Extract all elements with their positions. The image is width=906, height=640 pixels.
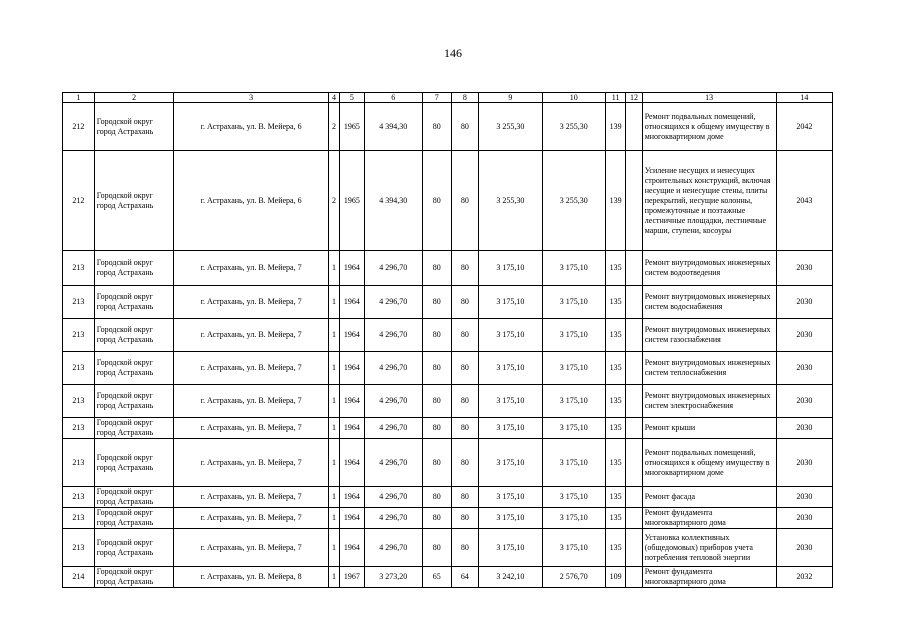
c8-value-cell: 80 [451,352,479,385]
planned-year-cell: 2030 [776,487,832,508]
c7-value-cell: 80 [422,251,451,286]
table-row [63,251,833,286]
table-row [63,103,833,151]
residents-count-cell: 135 [605,439,625,487]
c12-value-cell [626,487,642,508]
residents-count-cell: 135 [605,529,625,567]
column-header: 13 [642,93,776,103]
column-header: 1 [63,93,95,103]
column-header: 5 [340,93,365,103]
year-built-cell: 1964 [340,385,365,418]
c7-value-cell: 80 [422,286,451,319]
row-number-cell: 213 [63,286,95,319]
total-area-cell: 4 296,70 [364,286,422,319]
c12-value-cell [626,418,642,439]
address-cell: г. Астрахань, ул. В. Мейера, 7 [174,487,328,508]
row-number-cell: 213 [63,508,95,529]
page-number: 146 [444,46,462,60]
planned-year-cell: 2030 [776,319,832,352]
planned-year-cell: 2030 [776,529,832,567]
c8-value-cell: 80 [451,103,479,151]
total-area-cell: 4 296,70 [364,352,422,385]
address-cell: г. Астрахань, ул. В. Мейера, 7 [174,529,328,567]
municipality-cell: Городской округ город Астрахань [94,508,174,529]
c9-value-cell: 3 175,10 [479,418,542,439]
c12-value-cell [626,385,642,418]
c8-value-cell: 64 [451,567,479,588]
column-header: 4 [328,93,339,103]
c8-value-cell: 80 [451,439,479,487]
address-cell: г. Астрахань, ул. В. Мейера, 6 [174,103,328,151]
municipality-cell: Городской округ город Астрахань [94,352,174,385]
table-row [63,319,833,352]
residents-count-cell: 135 [605,508,625,529]
c7-value-cell: 80 [422,319,451,352]
address-cell: г. Астрахань, ул. В. Мейера, 7 [174,251,328,286]
table-row [63,385,833,418]
c8-value-cell: 80 [451,151,479,251]
column-header: 3 [174,93,328,103]
address-cell: г. Астрахань, ул. В. Мейера, 7 [174,418,328,439]
row-number-cell: 213 [63,529,95,567]
c10-value-cell: 3 255,30 [542,151,605,251]
planned-year-cell: 2030 [776,418,832,439]
total-area-cell: 4 296,70 [364,529,422,567]
c9-value-cell: 3 242,10 [479,567,542,588]
c7-value-cell: 80 [422,151,451,251]
year-built-cell: 1967 [340,567,365,588]
repair-schedule-table [62,92,833,588]
municipality-cell: Городской округ город Астрахань [94,103,174,151]
column-header: 12 [626,93,642,103]
planned-year-cell: 2030 [776,251,832,286]
entrance-count-cell: 1 [328,529,339,567]
c10-value-cell: 3 175,10 [542,286,605,319]
municipality-cell: Городской округ город Астрахань [94,286,174,319]
c8-value-cell: 80 [451,529,479,567]
repair-work-cell: Ремонт крыши [642,418,776,439]
c12-value-cell [626,251,642,286]
year-built-cell: 1965 [340,103,365,151]
repair-work-cell: Ремонт фасада [642,487,776,508]
c9-value-cell: 3 175,10 [479,508,542,529]
c7-value-cell: 80 [422,418,451,439]
c12-value-cell [626,103,642,151]
total-area-cell: 4 296,70 [364,251,422,286]
c8-value-cell: 80 [451,418,479,439]
address-cell: г. Астрахань, ул. В. Мейера, 6 [174,151,328,251]
address-cell: г. Астрахань, ул. В. Мейера, 7 [174,508,328,529]
year-built-cell: 1964 [340,319,365,352]
residents-count-cell: 135 [605,319,625,352]
residents-count-cell: 109 [605,567,625,588]
residents-count-cell: 135 [605,385,625,418]
entrance-count-cell: 2 [328,103,339,151]
table-row [63,352,833,385]
repair-work-cell: Ремонт подвальных помещений, относящихся к общему имуществу в многоквартирном доме [642,103,776,151]
address-cell: г. Астрахань, ул. В. Мейера, 7 [174,352,328,385]
c12-value-cell [626,286,642,319]
address-cell: г. Астрахань, ул. В. Мейера, 7 [174,439,328,487]
row-number-cell: 213 [63,385,95,418]
municipality-cell: Городской округ город Астрахань [94,567,174,588]
column-header: 9 [479,93,542,103]
residents-count-cell: 139 [605,103,625,151]
table-row [63,508,833,529]
table-row [63,286,833,319]
municipality-cell: Городской округ город Астрахань [94,529,174,567]
municipality-cell: Городской округ город Астрахань [94,251,174,286]
planned-year-cell: 2032 [776,567,832,588]
c12-value-cell [626,439,642,487]
c9-value-cell: 3 175,10 [479,487,542,508]
table-row [63,439,833,487]
c7-value-cell: 80 [422,529,451,567]
c10-value-cell: 3 175,10 [542,352,605,385]
row-number-cell: 212 [63,151,95,251]
c8-value-cell: 80 [451,319,479,352]
c12-value-cell [626,567,642,588]
c12-value-cell [626,529,642,567]
c10-value-cell: 3 175,10 [542,319,605,352]
repair-work-cell: Ремонт внутридомовых инженерных систем водоснабжения [642,286,776,319]
address-cell: г. Астрахань, ул. В. Мейера, 8 [174,567,328,588]
year-built-cell: 1964 [340,529,365,567]
repair-work-cell: Усиление несущих и ненесущих строительных конструкций, включая несущие и ненесущие стены, плиты перекрытий, несущие колонны, промежуточные и поэтажные лестничные площадки, лестничные марши, ступени, косоуры [642,151,776,251]
repair-work-cell: Ремонт фундамента многоквартирного дома [642,508,776,529]
year-built-cell: 1964 [340,352,365,385]
total-area-cell: 4 296,70 [364,439,422,487]
c7-value-cell: 80 [422,487,451,508]
c8-value-cell: 80 [451,508,479,529]
entrance-count-cell: 1 [328,487,339,508]
municipality-cell: Городской округ город Астрахань [94,151,174,251]
residents-count-cell: 135 [605,286,625,319]
column-header: 10 [542,93,605,103]
address-cell: г. Астрахань, ул. В. Мейера, 7 [174,385,328,418]
entrance-count-cell: 1 [328,385,339,418]
entrance-count-cell: 1 [328,286,339,319]
entrance-count-cell: 1 [328,352,339,385]
row-number-cell: 213 [63,319,95,352]
row-number-cell: 213 [63,251,95,286]
c12-value-cell [626,508,642,529]
column-header: 8 [451,93,479,103]
c10-value-cell: 3 175,10 [542,251,605,286]
total-area-cell: 4 296,70 [364,385,422,418]
table-row [63,418,833,439]
row-number-cell: 213 [63,418,95,439]
column-header: 11 [605,93,625,103]
row-number-cell: 213 [63,352,95,385]
repair-work-cell: Ремонт внутридомовых инженерных систем газоснабжения [642,319,776,352]
entrance-count-cell: 1 [328,567,339,588]
planned-year-cell: 2043 [776,151,832,251]
planned-year-cell: 2030 [776,439,832,487]
column-number-row [63,93,833,103]
row-number-cell: 214 [63,567,95,588]
planned-year-cell: 2030 [776,352,832,385]
c12-value-cell [626,352,642,385]
municipality-cell: Городской округ город Астрахань [94,385,174,418]
repair-work-cell: Ремонт внутридомовых инженерных систем водоотведения [642,251,776,286]
repair-work-cell: Ремонт внутридомовых инженерных систем электроснабжения [642,385,776,418]
entrance-count-cell: 1 [328,508,339,529]
c7-value-cell: 80 [422,508,451,529]
planned-year-cell: 2030 [776,286,832,319]
entrance-count-cell: 1 [328,319,339,352]
entrance-count-cell: 1 [328,251,339,286]
c8-value-cell: 80 [451,487,479,508]
c9-value-cell: 3 175,10 [479,529,542,567]
c9-value-cell: 3 175,10 [479,286,542,319]
planned-year-cell: 2030 [776,508,832,529]
table-row [63,567,833,588]
column-header: 2 [94,93,174,103]
row-number-cell: 212 [63,103,95,151]
c7-value-cell: 80 [422,439,451,487]
address-cell: г. Астрахань, ул. В. Мейера, 7 [174,286,328,319]
c9-value-cell: 3 175,10 [479,385,542,418]
repair-work-cell: Ремонт фундамента многоквартирного дома [642,567,776,588]
table-row [63,151,833,251]
c10-value-cell: 3 175,10 [542,508,605,529]
entrance-count-cell: 1 [328,439,339,487]
address-cell: г. Астрахань, ул. В. Мейера, 7 [174,319,328,352]
table-row [63,529,833,567]
year-built-cell: 1964 [340,418,365,439]
total-area-cell: 4 394,30 [364,151,422,251]
row-number-cell: 213 [63,439,95,487]
year-built-cell: 1964 [340,487,365,508]
year-built-cell: 1965 [340,151,365,251]
c10-value-cell: 3 175,10 [542,418,605,439]
total-area-cell: 4 296,70 [364,508,422,529]
municipality-cell: Городской округ город Астрахань [94,319,174,352]
c10-value-cell: 3 175,10 [542,487,605,508]
column-header: 7 [422,93,451,103]
repair-work-cell: Ремонт подвальных помещений, относящихся к общему имуществу в многоквартирном доме [642,439,776,487]
c8-value-cell: 80 [451,251,479,286]
column-header: 14 [776,93,832,103]
c9-value-cell: 3 255,30 [479,103,542,151]
c10-value-cell: 3 175,10 [542,385,605,418]
row-number-cell: 213 [63,487,95,508]
c8-value-cell: 80 [451,385,479,418]
total-area-cell: 4 296,70 [364,418,422,439]
year-built-cell: 1964 [340,439,365,487]
municipality-cell: Городской округ город Астрахань [94,439,174,487]
total-area-cell: 4 394,30 [364,103,422,151]
c10-value-cell: 3 255,30 [542,103,605,151]
c9-value-cell: 3 255,30 [479,151,542,251]
entrance-count-cell: 1 [328,418,339,439]
planned-year-cell: 2042 [776,103,832,151]
municipality-cell: Городской округ город Астрахань [94,418,174,439]
c8-value-cell: 80 [451,286,479,319]
year-built-cell: 1964 [340,251,365,286]
residents-count-cell: 135 [605,418,625,439]
c10-value-cell: 3 175,10 [542,439,605,487]
c12-value-cell [626,319,642,352]
residents-count-cell: 139 [605,151,625,251]
year-built-cell: 1964 [340,508,365,529]
c10-value-cell: 3 175,10 [542,529,605,567]
residents-count-cell: 135 [605,251,625,286]
municipality-cell: Городской округ город Астрахань [94,487,174,508]
residents-count-cell: 135 [605,352,625,385]
c9-value-cell: 3 175,10 [479,352,542,385]
residents-count-cell: 135 [605,487,625,508]
c9-value-cell: 3 175,10 [479,319,542,352]
table-row [63,487,833,508]
year-built-cell: 1964 [340,286,365,319]
c10-value-cell: 2 576,70 [542,567,605,588]
c12-value-cell [626,151,642,251]
c7-value-cell: 80 [422,352,451,385]
total-area-cell: 4 296,70 [364,319,422,352]
c7-value-cell: 80 [422,385,451,418]
planned-year-cell: 2030 [776,385,832,418]
column-header: 6 [364,93,422,103]
entrance-count-cell: 2 [328,151,339,251]
c9-value-cell: 3 175,10 [479,251,542,286]
total-area-cell: 4 296,70 [364,487,422,508]
c7-value-cell: 80 [422,103,451,151]
c9-value-cell: 3 175,10 [479,439,542,487]
repair-work-cell: Установка коллективных (общедомовых) приборов учета потребления тепловой энергии [642,529,776,567]
total-area-cell: 3 273,20 [364,567,422,588]
repair-work-cell: Ремонт внутридомовых инженерных систем теплоснабжения [642,352,776,385]
c7-value-cell: 65 [422,567,451,588]
